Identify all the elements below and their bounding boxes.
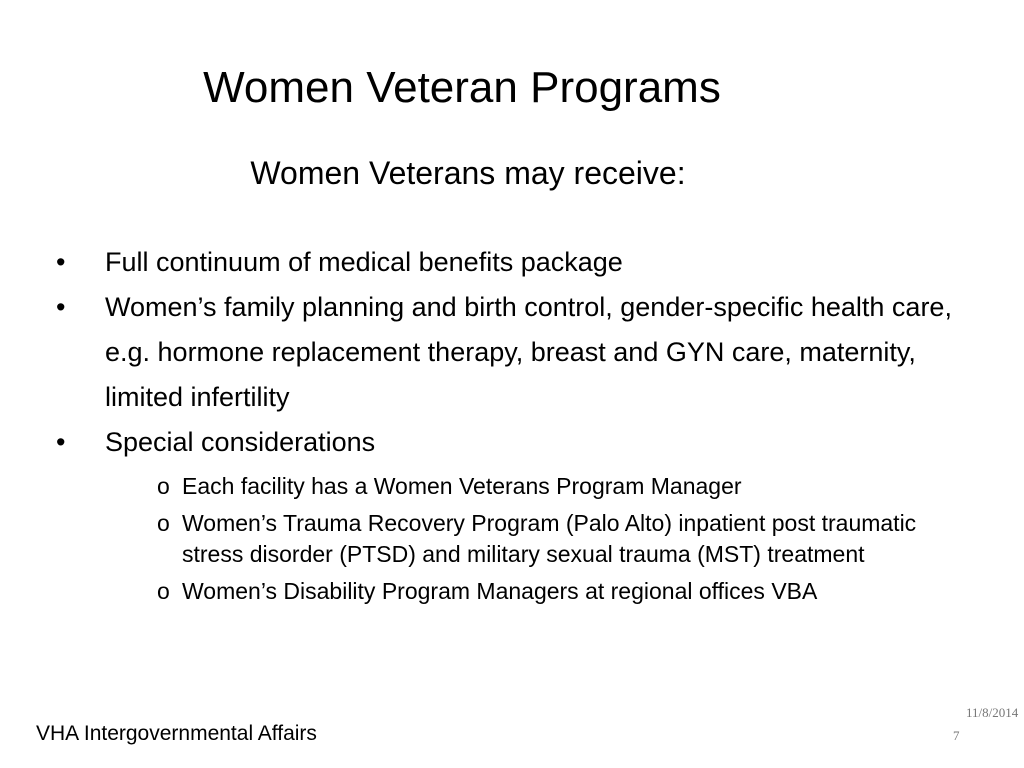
sub-bullet-item: [157, 471, 937, 502]
bullet-list: [52, 240, 972, 465]
bullet-item: [52, 285, 972, 420]
bullet-text: Special considerations: [105, 427, 376, 457]
sub-bullet-list: [157, 471, 937, 613]
bullet-item: [52, 240, 972, 285]
page-number: 7: [953, 728, 960, 743]
slide-subtitle: Women Veterans may receive:: [250, 155, 686, 191]
bullet-marker: •: [56, 247, 66, 277]
sub-bullet-marker: o: [157, 578, 170, 604]
bullet-text: Women’s family planning and birth control, gender-specific health care, e.g. hormone replacement therapy, breast and GYN care, maternity, limited infertility: [105, 292, 952, 412]
sub-bullet-item: [157, 508, 937, 570]
sub-bullet-text: Women’s Trauma Recovery Program (Palo Alto) inpatient post traumatic stress disorder (PTSD) and military sexual trauma (MST) treatment: [182, 510, 917, 567]
slide-title: Women Veteran Programs: [203, 63, 721, 112]
sub-bullet-marker: o: [157, 510, 170, 536]
bullet-item: [52, 420, 972, 465]
sub-bullet-item: [157, 576, 937, 607]
footer-organization: VHA Intergovernmental Affairs: [36, 722, 317, 745]
bullet-text: Full continuum of medical benefits package: [105, 247, 623, 277]
bullet-marker: •: [56, 427, 66, 457]
bullet-marker: •: [56, 292, 66, 322]
footer-date: 11/8/2014: [966, 705, 1019, 720]
sub-bullet-marker: o: [157, 473, 170, 499]
sub-bullet-text: Women’s Disability Program Managers at regional offices VBA: [182, 578, 818, 604]
sub-bullet-text: Each facility has a Women Veterans Program Manager: [182, 473, 742, 499]
